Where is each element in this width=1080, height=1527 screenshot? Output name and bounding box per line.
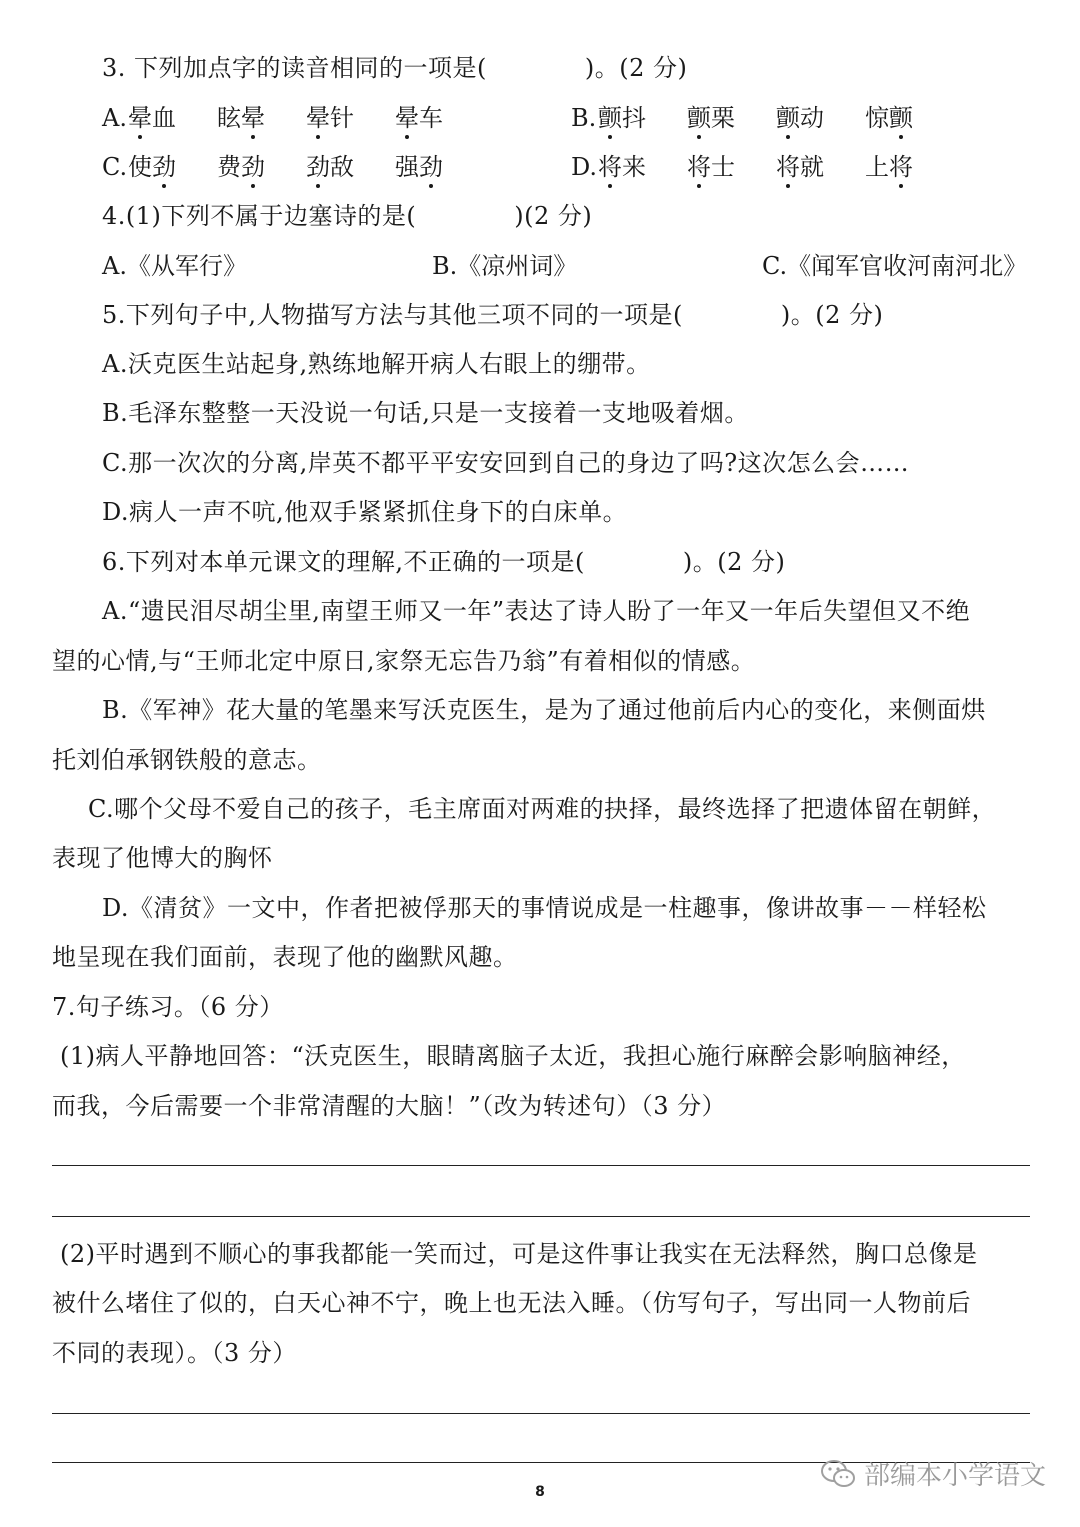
q6-option-d-line2: 地呈现在我们面前，表现了他的幽默风趣。 xyxy=(52,943,518,971)
q3-option-d-3: 将就 xyxy=(776,153,824,181)
q3-option-b-4: 惊颤 xyxy=(865,104,913,132)
q4-stem: 4.(1)下列不属于边塞诗的是( )(2 分) xyxy=(102,202,593,230)
q3-dotted-char: 将 xyxy=(889,153,913,181)
q3-dotted-char: 晕 xyxy=(241,104,265,132)
q3-option-c-3: 劲敌 xyxy=(306,153,354,181)
q3-dotted-char: 颤 xyxy=(889,104,913,132)
q3-option-b-label: B. xyxy=(571,104,597,132)
q3-dotted-char: 颤 xyxy=(687,104,711,132)
watermark-text: 部编本小学语文 xyxy=(864,1461,1047,1491)
q5-option-b: B.毛泽东整整一天没说一句话,只是一支接着一支地吸着烟。 xyxy=(102,399,749,427)
q3-option-a-4: 晕车 xyxy=(395,104,443,132)
q6-option-d-line1: D.《清贫》一文中，作者把被俘那天的事情说成是一柱趣事，像讲故事－－样轻松 xyxy=(102,894,987,922)
q3-option-a-3: 晕针 xyxy=(306,104,354,132)
q5-option-a: A.沃克医生站起身,熟练地解开病人右眼上的绷带。 xyxy=(102,350,651,378)
q3-dotted-char: 劲 xyxy=(306,153,330,181)
q4-option-b: B.《凉州词》 xyxy=(432,252,578,280)
q6-option-b-line1: B.《军神》花大量的笔墨来写沃克医生，是为了通过他前后内心的变化，来侧面烘 xyxy=(102,696,986,724)
q3-dotted-char: 劲 xyxy=(241,153,265,181)
q7-part2-line1: (2)平时遇到不顺心的事我都能一笑而过，可是这件事让我实在无法释然，胸口总像是 xyxy=(60,1240,978,1268)
q5-option-c: C.那一次次的分离,岸英不都平平安安回到自己的身边了吗?这次怎么会…… xyxy=(102,449,910,477)
q3-dotted-char: 将 xyxy=(776,153,800,181)
q3-stem: 3. 下列加点字的读音相同的一项是( )。(2 分) xyxy=(102,54,688,82)
q3-option-d-2: 将士 xyxy=(687,153,735,181)
q3-option-c-label: C. xyxy=(102,153,128,181)
q7-part2-line3: 不同的表现）。（3 分） xyxy=(52,1339,297,1367)
answer-line[interactable] xyxy=(52,1413,1030,1414)
q5-option-d: D.病人一声不吭,他双手紧紧抓住身下的白床单。 xyxy=(102,498,628,526)
q3-option-a-2: 眩晕 xyxy=(217,104,265,132)
q3-option-c-1: 使劲 xyxy=(128,153,176,181)
q6-option-a-line1: A.“遗民泪尽胡尘里,南望王师又一年”表达了诗人盼了一年又一年后失望但又不绝 xyxy=(102,597,971,625)
page-number: 8 xyxy=(535,1484,545,1500)
q3-dotted-char: 将 xyxy=(598,153,622,181)
q3-option-d-label: D. xyxy=(571,153,598,181)
q4-option-c: C.《闻军官收河南河北》 xyxy=(762,252,1028,280)
q7-stem: 7.句子练习。（6 分） xyxy=(52,993,284,1021)
q6-option-c-line2: 表现了他博大的胸怀 xyxy=(52,844,273,872)
q5-stem: 5.下列句子中,人物描写方法与其他三项不同的一项是( )。(2 分) xyxy=(102,301,884,329)
q3-option-b-1: 颤抖 xyxy=(598,104,646,132)
answer-line[interactable] xyxy=(52,1216,1030,1217)
q3-option-b-3: 颤动 xyxy=(776,104,824,132)
q3-option-a-1: 晕血 xyxy=(128,104,176,132)
q3-dotted-char: 颤 xyxy=(598,104,622,132)
q3-dotted-char: 晕 xyxy=(306,104,330,132)
q6-option-c-line1: C.哪个父母不爱自己的孩子，毛主席面对两难的抉择，最终选择了把遗体留在朝鲜， xyxy=(88,795,997,823)
q7-part1-line2: 而我，今后需要一个非常清醒的大脑！”（改为转述句）（3 分） xyxy=(52,1092,727,1120)
q3-option-a-label: A. xyxy=(102,104,127,132)
q4-option-a: A.《从军行》 xyxy=(102,252,247,280)
q3-dotted-char: 劲 xyxy=(152,153,176,181)
q7-part1-line1: (1)病人平静地回答：“沃克医生，眼睛离脑子太近，我担心施行麻醉会影响脑神经， xyxy=(60,1042,966,1070)
q3-dotted-char: 晕 xyxy=(128,104,152,132)
q3-option-d-1: 将来 xyxy=(598,153,646,181)
wechat-icon xyxy=(820,1459,856,1489)
q6-stem: 6.下列对本单元课文的理解,不正确的一项是( )。(2 分) xyxy=(102,548,786,576)
q6-option-a-line2: 望的心情,与“王师北定中原日,家祭无忘告乃翁”有着相似的情感。 xyxy=(52,647,756,675)
q3-dotted-char: 晕 xyxy=(395,104,419,132)
q3-option-d-4: 上将 xyxy=(865,153,913,181)
q7-part2-line2: 被什么堵住了似的，白天心神不宁，晚上也无法入睡。（仿写句子，写出同一人物前后 xyxy=(52,1289,971,1317)
q3-option-b-2: 颤栗 xyxy=(687,104,735,132)
answer-line[interactable] xyxy=(52,1165,1030,1166)
q3-dotted-char: 劲 xyxy=(419,153,443,181)
q3-dotted-char: 将 xyxy=(687,153,711,181)
q6-option-b-line2: 托刘伯承钢铁般的意志。 xyxy=(52,746,322,774)
q3-option-c-4: 强劲 xyxy=(395,153,443,181)
watermark xyxy=(820,1455,1046,1492)
q3-dotted-char: 颤 xyxy=(776,104,800,132)
q3-option-c-2: 费劲 xyxy=(217,153,265,181)
